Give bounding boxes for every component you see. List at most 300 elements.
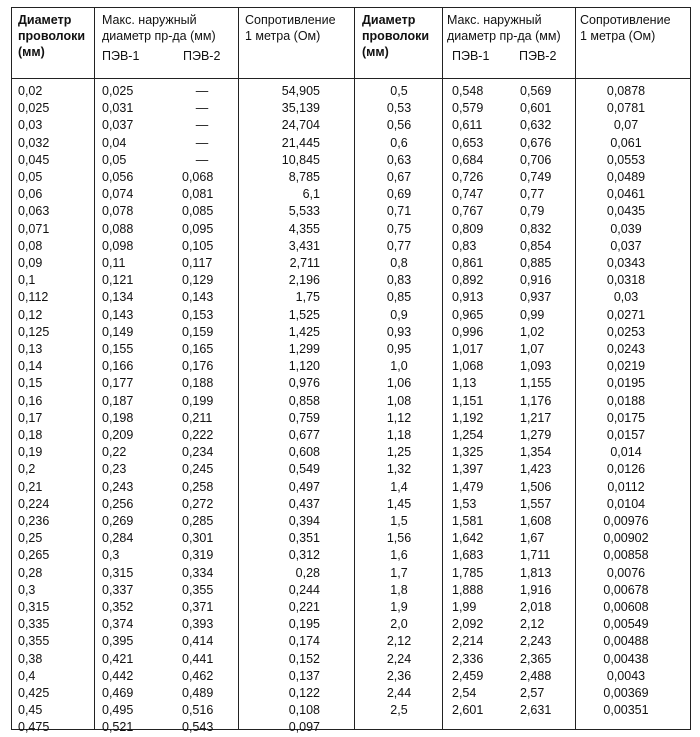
- cell-diameter: 1,9: [390, 600, 408, 614]
- cell-diameter: 0,38: [18, 651, 43, 666]
- cell-diameter: 0,25: [18, 531, 43, 546]
- header-outer-diameter-right: Макс. наружный диаметр пр-да (мм): [447, 13, 561, 43]
- cell-diameter: 0,1: [18, 273, 36, 288]
- wire-table: [11, 7, 691, 735]
- cell-pev2: 0,159: [182, 324, 214, 339]
- cell-pev2: 0,319: [182, 548, 214, 563]
- cell-diameter: 0,19: [18, 445, 43, 460]
- table-row-right: [12, 186, 690, 203]
- cell-pev2: 0,601: [520, 101, 552, 116]
- cell-pev2: 0,117: [182, 256, 213, 270]
- cell-pev2: 1,176: [520, 393, 552, 408]
- cell-resistance: 0,039: [610, 221, 642, 236]
- cell-pev1: 0,198: [102, 410, 134, 425]
- cell-pev1: 0,861: [452, 256, 484, 270]
- cell-pev2: —: [195, 101, 209, 116]
- cell-pev1: 0,913: [452, 290, 484, 305]
- cell-pev2: 0,632: [520, 118, 552, 133]
- cell-pev1: 1,397: [452, 462, 484, 477]
- cell-resistance: 0,0318: [606, 273, 646, 288]
- cell-resistance: 0,28: [295, 565, 320, 580]
- cell-pev1: 0,088: [102, 221, 134, 236]
- table-row-right: [12, 117, 690, 134]
- cell-pev1: 0,315: [102, 565, 134, 580]
- cell-resistance: 0,0781: [606, 101, 646, 116]
- table-row-right: [12, 100, 690, 117]
- cell-resistance: 0,037: [610, 238, 642, 253]
- cell-pev1: 0,187: [102, 393, 134, 408]
- cell-pev1: 0,031: [102, 101, 134, 116]
- cell-diameter: 0,355: [18, 634, 50, 649]
- cell-resistance: 0,221: [288, 600, 320, 614]
- cell-pev1: 0,337: [102, 582, 134, 597]
- cell-diameter: 2,36: [386, 668, 412, 683]
- cell-resistance: 0,195: [288, 617, 320, 632]
- cell-diameter: 1,32: [386, 462, 412, 477]
- cell-diameter: 0,45: [18, 703, 43, 718]
- cell-resistance: 0,858: [288, 393, 320, 408]
- cell-diameter: 0,071: [18, 221, 50, 236]
- cell-pev2: 0,676: [520, 135, 552, 150]
- header-outer-diameter-left: Макс. наружный диаметр пр-да (мм): [102, 13, 216, 43]
- cell-diameter: 0,6: [390, 135, 408, 150]
- cell-diameter: 0,03: [18, 118, 43, 133]
- cell-pev2: —: [195, 152, 209, 167]
- cell-diameter: 0,09: [18, 256, 43, 270]
- header-pev2-left: ПЭВ-2: [183, 49, 221, 63]
- cell-resistance: 10,845: [281, 152, 320, 167]
- cell-pev1: 0,469: [102, 686, 134, 700]
- cell-pev1: 0,256: [102, 496, 134, 511]
- header-divider: [12, 78, 690, 79]
- cell-pev1: 0,421: [102, 651, 134, 666]
- cell-resistance: 0,00488: [603, 634, 649, 649]
- cell-pev2: 0,085: [182, 204, 214, 219]
- cell-pev1: 0,611: [452, 118, 483, 133]
- cell-diameter: 2,24: [386, 651, 412, 666]
- cell-pev2: 0,569: [520, 84, 552, 98]
- cell-pev2: 2,57: [520, 686, 545, 700]
- cell-diameter: 0,063: [18, 204, 50, 219]
- cell-resistance: 0,061: [610, 135, 642, 150]
- cell-diameter: 0,2: [18, 462, 36, 477]
- cell-diameter: 1,18: [386, 428, 412, 442]
- cell-pev1: 0,143: [102, 307, 134, 322]
- cell-pev2: 0,371: [182, 600, 214, 614]
- cell-pev2: 0,068: [182, 170, 214, 184]
- cell-pev2: 1,608: [520, 514, 552, 528]
- cell-diameter: 0,16: [18, 393, 43, 408]
- table-row-right: [12, 272, 690, 289]
- cell-pev2: 0,234: [182, 445, 214, 460]
- table-row-right: [12, 685, 690, 702]
- cell-pev1: 0,747: [452, 187, 484, 202]
- cell-pev2: 0,77: [520, 187, 545, 202]
- cell-pev1: 1,017: [452, 342, 484, 356]
- table-row-right: [12, 203, 690, 220]
- cell-pev1: 0,22: [102, 445, 127, 460]
- table-row-right: [12, 702, 690, 719]
- cell-pev1: 1,53: [452, 496, 477, 511]
- cell-pev1: 0,579: [452, 101, 484, 116]
- cell-diameter: 1,0: [390, 359, 408, 374]
- table-row-right: [12, 341, 690, 358]
- cell-resistance: 0,00976: [603, 514, 649, 528]
- cell-pev2: 0,245: [182, 462, 214, 477]
- cell-pev2: 0,258: [182, 479, 214, 494]
- cell-resistance: 0,549: [288, 462, 320, 477]
- cell-diameter: 0,17: [18, 410, 43, 425]
- cell-pev1: 0,05: [102, 152, 127, 167]
- cell-pev2: 1,423: [520, 462, 552, 477]
- cell-pev1: 0,243: [102, 479, 134, 494]
- table-row-right: [12, 444, 690, 461]
- cell-diameter: 0,5: [390, 84, 408, 98]
- cell-resistance: 0,00549: [603, 617, 649, 632]
- table-row-right: [12, 375, 690, 392]
- cell-pev1: 0,056: [102, 170, 134, 184]
- cell-pev1: 0,653: [452, 135, 484, 150]
- cell-diameter: 0,224: [18, 496, 50, 511]
- cell-diameter: 0,236: [18, 514, 50, 528]
- cell-diameter: 0,13: [18, 342, 43, 356]
- cell-resistance: 0,0271: [606, 307, 646, 322]
- cell-pev2: 0,99: [520, 307, 545, 322]
- cell-pev1: 0,892: [452, 273, 484, 288]
- cell-resistance: 0,976: [288, 376, 320, 391]
- cell-diameter: 0,032: [18, 135, 50, 150]
- cell-diameter: 1,4: [390, 479, 408, 494]
- cell-pev1: 0,284: [102, 531, 134, 546]
- cell-pev2: 0,916: [520, 273, 552, 288]
- cell-resistance: 3,431: [288, 238, 320, 253]
- cell-pev1: 0,209: [102, 428, 134, 442]
- cell-diameter: 0,335: [18, 617, 50, 632]
- cell-pev1: 0,996: [452, 324, 484, 339]
- table-row-right: [12, 393, 690, 410]
- cell-diameter: 0,12: [18, 307, 43, 322]
- cell-pev1: 1,683: [452, 548, 484, 563]
- cell-pev2: 0,285: [182, 514, 214, 528]
- cell-pev2: 0,095: [182, 221, 214, 236]
- cell-pev2: 0,516: [182, 703, 214, 718]
- cell-pev1: 1,192: [452, 410, 484, 425]
- cell-diameter: 0,56: [386, 118, 412, 133]
- cell-resistance: 0,00902: [603, 531, 649, 546]
- cell-diameter: 1,5: [390, 514, 408, 528]
- cell-pev2: 0,222: [182, 428, 214, 442]
- cell-diameter: 0,14: [18, 359, 43, 374]
- cell-diameter: 0,85: [386, 290, 412, 305]
- cell-resistance: 0,351: [288, 531, 320, 546]
- table-row-right: [12, 427, 690, 444]
- cell-resistance: 0,0343: [606, 256, 646, 270]
- cell-pev2: 0,334: [182, 565, 214, 580]
- cell-pev2: 0,832: [520, 221, 552, 236]
- cell-resistance: 0,0043: [606, 668, 646, 683]
- cell-pev1: 2,214: [452, 634, 484, 649]
- cell-pev2: 2,631: [520, 703, 552, 718]
- cell-diameter: 0,21: [18, 479, 43, 494]
- table-row-right: [12, 358, 690, 375]
- table-row-right: [12, 255, 690, 272]
- cell-resistance: 0,07: [613, 118, 639, 133]
- cell-pev2: 0,199: [182, 393, 214, 408]
- table-row-right: [12, 83, 690, 100]
- cell-diameter: 1,56: [386, 531, 412, 546]
- cell-diameter: 0,18: [18, 428, 43, 442]
- cell-diameter: 0,4: [18, 668, 36, 683]
- header-resistance-left: Сопротивление 1 метра (Ом): [245, 13, 336, 43]
- table-row-right: [12, 547, 690, 564]
- cell-pev2: 0,489: [182, 686, 214, 700]
- cell-pev1: 0,04: [102, 135, 127, 150]
- cell-pev1: 0,684: [452, 152, 484, 167]
- cell-pev2: 0,854: [520, 238, 552, 253]
- cell-pev1: 1,068: [452, 359, 484, 374]
- cell-resistance: 0,0188: [606, 393, 646, 408]
- cell-pev1: 0,726: [452, 170, 484, 184]
- cell-pev2: 1,217: [520, 410, 552, 425]
- cell-diameter: 0,95: [386, 342, 412, 356]
- cell-pev2: 2,018: [520, 600, 552, 614]
- cell-pev2: 0,105: [182, 238, 214, 253]
- cell-diameter: 0,67: [386, 170, 412, 184]
- cell-resistance: 0,00678: [603, 582, 649, 597]
- table-row-right: [12, 461, 690, 478]
- cell-resistance: 5,533: [288, 204, 320, 219]
- cell-resistance: 0,108: [288, 703, 320, 718]
- table-row-right: [12, 668, 690, 685]
- cell-pev1: 0,374: [102, 617, 134, 632]
- cell-pev2: 1,557: [520, 496, 552, 511]
- cell-diameter: 2,0: [390, 617, 408, 632]
- table-row-right: [12, 324, 690, 341]
- table-row-right: [12, 221, 690, 238]
- cell-pev2: 0,176: [182, 359, 214, 374]
- table-row-right: [12, 633, 690, 650]
- cell-diameter: 0,02: [18, 84, 43, 98]
- cell-pev2: 1,155: [520, 376, 552, 391]
- table-row-right: [12, 513, 690, 530]
- cell-pev1: 0,074: [102, 187, 134, 202]
- cell-resistance: 0,437: [288, 496, 320, 511]
- cell-pev2: 1,07: [520, 342, 545, 356]
- cell-resistance: 0,00351: [603, 703, 649, 718]
- cell-pev2: 2,12: [520, 617, 545, 632]
- cell-pev2: —: [195, 135, 209, 150]
- table-row-right: [12, 152, 690, 169]
- cell-pev1: 0,134: [102, 290, 134, 305]
- cell-resistance: 0,097: [288, 720, 320, 735]
- cell-resistance: 0,0878: [606, 84, 646, 98]
- cell-pev1: 1,888: [452, 582, 484, 597]
- cell-resistance: 0,174: [288, 634, 320, 649]
- cell-resistance: 24,704: [281, 118, 320, 133]
- cell-pev1: 0,767: [452, 204, 484, 219]
- cell-diameter: 2,12: [386, 634, 412, 649]
- table-row-right: [12, 565, 690, 582]
- cell-pev2: 0,79: [520, 204, 545, 219]
- cell-diameter: 0,71: [386, 204, 412, 219]
- cell-diameter: 2,5: [390, 703, 408, 718]
- cell-resistance: 54,905: [281, 84, 320, 98]
- cell-pev1: 0,149: [102, 324, 134, 339]
- header-pev2-right: ПЭВ-2: [519, 49, 557, 63]
- cell-resistance: 0,497: [288, 479, 320, 494]
- cell-resistance: 0,0489: [606, 170, 646, 184]
- cell-resistance: 6,1: [302, 187, 320, 202]
- cell-resistance: 2,711: [289, 256, 320, 270]
- cell-diameter: 0,69: [386, 187, 412, 202]
- cell-diameter: 0,112: [18, 290, 49, 305]
- cell-diameter: 0,15: [18, 376, 43, 391]
- cell-diameter: 0,045: [18, 152, 50, 167]
- cell-pev1: 0,352: [102, 600, 134, 614]
- cell-resistance: 35,139: [281, 101, 320, 116]
- cell-pev1: 2,601: [452, 703, 484, 718]
- cell-pev1: 2,459: [452, 668, 484, 683]
- cell-resistance: 0,122: [288, 686, 320, 700]
- cell-pev1: 0,442: [102, 668, 134, 683]
- cell-pev2: 0,355: [182, 582, 214, 597]
- cell-resistance: 0,137: [288, 668, 320, 683]
- cell-pev1: 0,166: [102, 359, 134, 374]
- cell-resistance: 0,0076: [606, 565, 646, 580]
- cell-resistance: 0,00369: [603, 686, 649, 700]
- cell-diameter: 0,425: [18, 686, 50, 700]
- cell-diameter: 1,7: [390, 565, 408, 580]
- cell-resistance: 1,299: [288, 342, 320, 356]
- cell-resistance: 0,0253: [606, 324, 646, 339]
- cell-diameter: 0,53: [386, 101, 412, 116]
- table-row-right: [12, 307, 690, 324]
- cell-diameter: 1,12: [386, 410, 412, 425]
- cell-pev2: 0,937: [520, 290, 552, 305]
- cell-resistance: 0,0175: [606, 410, 646, 425]
- cell-pev1: 0,025: [102, 84, 134, 98]
- cell-pev1: 0,3: [102, 548, 120, 563]
- cell-resistance: 0,152: [288, 651, 320, 666]
- cell-pev2: 2,365: [520, 651, 552, 666]
- cell-diameter: 0,315: [18, 600, 50, 614]
- header-resistance-right: Сопротивление 1 метра (Ом): [580, 13, 671, 43]
- cell-pev2: 0,188: [182, 376, 214, 391]
- cell-diameter: 0,8: [390, 256, 408, 270]
- cell-pev1: 1,254: [452, 428, 484, 442]
- cell-pev2: 0,211: [182, 410, 213, 425]
- cell-pev1: 0,809: [452, 221, 484, 236]
- cell-pev1: 1,151: [452, 393, 484, 408]
- table-row-left: [12, 719, 690, 736]
- header-diameter-left: Диаметр проволоки (мм): [18, 13, 86, 59]
- cell-diameter: 0,125: [18, 324, 50, 339]
- cell-diameter: 0,025: [18, 101, 50, 116]
- cell-pev2: 1,279: [520, 428, 552, 442]
- cell-diameter: 1,45: [386, 496, 412, 511]
- table-row-right: [12, 289, 690, 306]
- cell-pev2: 1,506: [520, 479, 552, 494]
- table-row-right: [12, 479, 690, 496]
- cell-pev2: 0,393: [182, 617, 214, 632]
- cell-diameter: 1,25: [386, 445, 412, 460]
- cell-pev2: 0,885: [520, 256, 552, 270]
- cell-pev1: 0,269: [102, 514, 134, 528]
- cell-pev2: 0,143: [182, 290, 214, 305]
- cell-diameter: 1,08: [386, 393, 412, 408]
- table-row-right: [12, 616, 690, 633]
- cell-diameter: 0,28: [18, 565, 43, 580]
- cell-resistance: 0,00858: [603, 548, 649, 563]
- cell-pev2: 2,243: [520, 634, 552, 649]
- table-row-right: [12, 530, 690, 547]
- cell-diameter: 1,06: [386, 376, 412, 391]
- cell-resistance: 0,394: [288, 514, 320, 528]
- cell-pev2: 1,711: [520, 548, 551, 563]
- table-row-right: [12, 169, 690, 186]
- cell-pev2: 2,488: [520, 668, 552, 683]
- cell-pev2: 0,749: [520, 170, 552, 184]
- cell-resistance: 0,0112: [607, 479, 645, 494]
- cell-pev1: 1,13: [452, 376, 477, 391]
- cell-pev2: 0,706: [520, 152, 552, 167]
- table-row-right: [12, 238, 690, 255]
- cell-pev1: 0,23: [102, 462, 127, 477]
- table-row-right: [12, 599, 690, 616]
- cell-diameter: 0,93: [386, 324, 412, 339]
- cell-pev1: 2,092: [452, 617, 484, 632]
- cell-pev2: 1,916: [520, 582, 552, 597]
- cell-pev2: 0,543: [182, 720, 214, 735]
- cell-resistance: 0,0243: [606, 342, 646, 356]
- cell-pev2: 0,153: [182, 307, 214, 322]
- cell-diameter: 0,83: [386, 273, 412, 288]
- cell-resistance: 0,014: [610, 445, 642, 460]
- cell-diameter: 2,44: [386, 686, 412, 700]
- table-row-right: [12, 496, 690, 513]
- cell-pev2: 1,67: [520, 531, 545, 546]
- cell-resistance: 0,0126: [606, 462, 646, 477]
- cell-resistance: 0,0195: [606, 376, 646, 391]
- cell-pev1: 0,83: [452, 238, 477, 253]
- cell-pev2: 0,441: [182, 651, 214, 666]
- cell-pev2: 1,354: [520, 445, 552, 460]
- cell-pev1: 1,785: [452, 565, 484, 580]
- cell-diameter: 0,05: [18, 170, 43, 184]
- cell-resistance: 8,785: [288, 170, 320, 184]
- header-pev1-right: ПЭВ-1: [452, 49, 490, 63]
- cell-resistance: 0,0104: [606, 496, 646, 511]
- cell-resistance: 0,03: [613, 290, 639, 305]
- cell-pev1: 1,325: [452, 445, 484, 460]
- cell-diameter: 1,6: [390, 548, 408, 563]
- table-row-right: [12, 135, 690, 152]
- cell-diameter: 0,06: [18, 187, 43, 202]
- cell-resistance: 0,0219: [606, 359, 646, 374]
- cell-pev2: 0,165: [182, 342, 214, 356]
- cell-resistance: 21,445: [281, 135, 320, 150]
- cell-resistance: 0,312: [288, 548, 320, 563]
- cell-pev1: 0,177: [102, 376, 134, 391]
- cell-pev1: 1,479: [452, 479, 484, 494]
- cell-resistance: 0,00438: [603, 651, 649, 666]
- cell-pev1: 0,495: [102, 703, 134, 718]
- cell-resistance: 0,244: [288, 582, 320, 597]
- cell-diameter: 0,265: [18, 548, 50, 563]
- cell-diameter: 0,77: [386, 238, 412, 253]
- cell-resistance: 0,677: [288, 428, 320, 442]
- cell-pev2: 0,414: [182, 634, 214, 649]
